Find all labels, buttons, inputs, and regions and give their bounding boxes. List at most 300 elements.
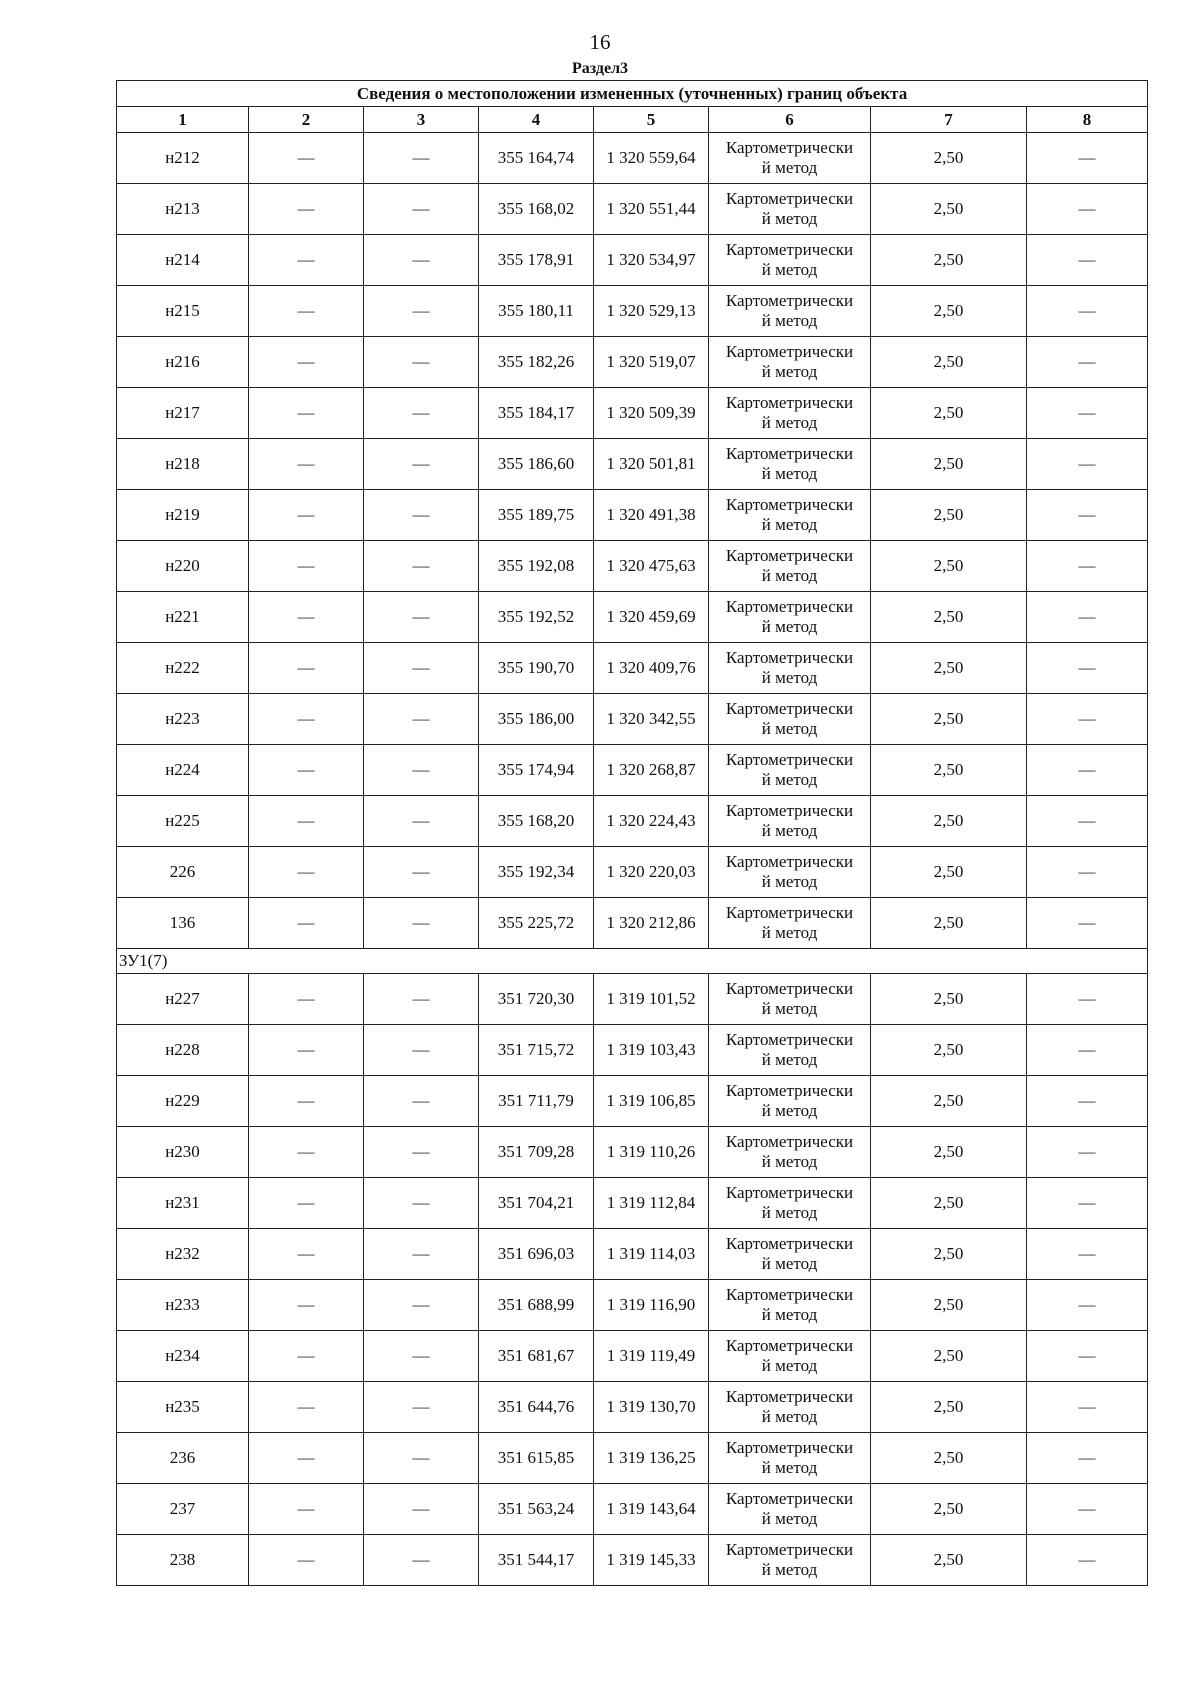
- method-text-line-2: й метод: [761, 413, 818, 432]
- y-coordinate-cell: 1 319 136,25: [594, 1433, 709, 1484]
- accuracy-cell: 2,50: [871, 592, 1027, 643]
- column-8-cell: —: [1027, 1382, 1148, 1433]
- x-coordinate-cell: 351 644,76: [479, 1382, 594, 1433]
- x-coordinate-cell: 351 720,30: [479, 974, 594, 1025]
- accuracy-cell: 2,50: [871, 1076, 1027, 1127]
- column-8-cell: —: [1027, 1535, 1148, 1586]
- column-3-cell: —: [364, 1433, 479, 1484]
- table-row: [117, 1535, 1148, 1586]
- x-coordinate-cell: 351 704,21: [479, 1178, 594, 1229]
- y-coordinate-cell: 1 319 116,90: [594, 1280, 709, 1331]
- method-cell: [709, 388, 871, 439]
- method-text-line-2: й метод: [761, 872, 818, 891]
- y-coordinate-cell: 1 319 114,03: [594, 1229, 709, 1280]
- x-coordinate-cell: 355 182,26: [479, 337, 594, 388]
- y-coordinate-cell: 1 320 212,86: [594, 898, 709, 949]
- method-text-line-1: Картометрически: [725, 546, 854, 565]
- column-3-cell: —: [364, 1331, 479, 1382]
- column-2-cell: —: [249, 1127, 364, 1178]
- method-text-line-2: й метод: [761, 311, 818, 330]
- column-3-cell: —: [364, 184, 479, 235]
- method-text-line-1: Картометрически: [725, 138, 854, 157]
- method-cell: [709, 1331, 871, 1382]
- column-8-cell: —: [1027, 388, 1148, 439]
- column-2-cell: —: [249, 541, 364, 592]
- y-coordinate-cell: 1 319 130,70: [594, 1382, 709, 1433]
- table-row: [117, 1280, 1148, 1331]
- y-coordinate-cell: 1 319 119,49: [594, 1331, 709, 1382]
- x-coordinate-cell: 355 184,17: [479, 388, 594, 439]
- y-coordinate-cell: 1 319 103,43: [594, 1025, 709, 1076]
- accuracy-cell: 2,50: [871, 388, 1027, 439]
- method-text-line-1: Картометрически: [725, 979, 854, 998]
- method-text-line-2: й метод: [761, 617, 818, 636]
- accuracy-cell: 2,50: [871, 1331, 1027, 1382]
- method-text-line-2: й метод: [761, 1305, 818, 1324]
- column-2-cell: —: [249, 898, 364, 949]
- table-row: [117, 286, 1148, 337]
- column-2-cell: —: [249, 184, 364, 235]
- accuracy-cell: 2,50: [871, 1025, 1027, 1076]
- x-coordinate-cell: 355 186,60: [479, 439, 594, 490]
- x-coordinate-cell: 351 688,99: [479, 1280, 594, 1331]
- y-coordinate-cell: 1 320 268,87: [594, 745, 709, 796]
- column-header-row: [117, 107, 1148, 133]
- method-cell: [709, 439, 871, 490]
- column-3-cell: —: [364, 388, 479, 439]
- method-text-line-1: Картометрически: [725, 495, 854, 514]
- column-3-cell: —: [364, 694, 479, 745]
- y-coordinate-cell: 1 320 534,97: [594, 235, 709, 286]
- column-3-cell: —: [364, 745, 479, 796]
- column-3-cell: —: [364, 898, 479, 949]
- accuracy-cell: 2,50: [871, 1229, 1027, 1280]
- y-coordinate-cell: 1 319 143,64: [594, 1484, 709, 1535]
- column-3-cell: —: [364, 1076, 479, 1127]
- method-cell: [709, 592, 871, 643]
- column-3-cell: —: [364, 1025, 479, 1076]
- table-row: [117, 745, 1148, 796]
- method-cell: [709, 1178, 871, 1229]
- column-8-cell: —: [1027, 745, 1148, 796]
- accuracy-cell: 2,50: [871, 796, 1027, 847]
- column-8-cell: —: [1027, 1178, 1148, 1229]
- y-coordinate-cell: 1 320 529,13: [594, 286, 709, 337]
- column-header: 1: [117, 107, 249, 133]
- method-text-line-1: Картометрически: [725, 342, 854, 361]
- point-number-cell: н235: [117, 1382, 249, 1433]
- y-coordinate-cell: 1 320 501,81: [594, 439, 709, 490]
- method-text-line-1: Картометрически: [725, 1183, 854, 1202]
- table-row: [117, 439, 1148, 490]
- accuracy-cell: 2,50: [871, 184, 1027, 235]
- column-8-cell: —: [1027, 796, 1148, 847]
- x-coordinate-cell: 351 681,67: [479, 1331, 594, 1382]
- method-text-line-2: й метод: [761, 1458, 818, 1477]
- method-cell: [709, 796, 871, 847]
- method-cell: [709, 337, 871, 388]
- method-text-line-2: й метод: [761, 1050, 818, 1069]
- method-text-line-2: й метод: [761, 1254, 818, 1273]
- y-coordinate-cell: 1 320 342,55: [594, 694, 709, 745]
- method-text-line-1: Картометрически: [725, 240, 854, 259]
- column-2-cell: —: [249, 1382, 364, 1433]
- accuracy-cell: 2,50: [871, 286, 1027, 337]
- column-8-cell: —: [1027, 1433, 1148, 1484]
- point-number-cell: н231: [117, 1178, 249, 1229]
- column-8-cell: —: [1027, 1229, 1148, 1280]
- y-coordinate-cell: 1 320 519,07: [594, 337, 709, 388]
- accuracy-cell: 2,50: [871, 847, 1027, 898]
- column-2-cell: —: [249, 235, 364, 286]
- column-8-cell: —: [1027, 133, 1148, 184]
- method-text-line-2: й метод: [761, 719, 818, 738]
- y-coordinate-cell: 1 320 559,64: [594, 133, 709, 184]
- table-caption: Сведения о местоположении измененных (уточненных) границ объекта: [117, 81, 1148, 107]
- table-row: [117, 1382, 1148, 1433]
- table-row: [117, 541, 1148, 592]
- table-row: [117, 1076, 1148, 1127]
- method-text-line-1: Картометрически: [725, 903, 854, 922]
- accuracy-cell: 2,50: [871, 490, 1027, 541]
- x-coordinate-cell: 351 696,03: [479, 1229, 594, 1280]
- column-3-cell: —: [364, 439, 479, 490]
- point-number-cell: н228: [117, 1025, 249, 1076]
- column-2-cell: —: [249, 133, 364, 184]
- column-8-cell: —: [1027, 592, 1148, 643]
- column-3-cell: —: [364, 490, 479, 541]
- method-text-line-2: й метод: [761, 821, 818, 840]
- point-number-cell: н217: [117, 388, 249, 439]
- column-3-cell: —: [364, 1127, 479, 1178]
- x-coordinate-cell: 351 563,24: [479, 1484, 594, 1535]
- column-8-cell: —: [1027, 184, 1148, 235]
- method-cell: [709, 1280, 871, 1331]
- accuracy-cell: 2,50: [871, 1178, 1027, 1229]
- column-8-cell: —: [1027, 337, 1148, 388]
- column-3-cell: —: [364, 541, 479, 592]
- column-2-cell: —: [249, 847, 364, 898]
- table-row: [117, 1178, 1148, 1229]
- method-cell: [709, 1076, 871, 1127]
- y-coordinate-cell: 1 319 101,52: [594, 974, 709, 1025]
- method-text-line-1: Картометрически: [725, 1336, 854, 1355]
- point-number-cell: н227: [117, 974, 249, 1025]
- x-coordinate-cell: 355 192,52: [479, 592, 594, 643]
- accuracy-cell: 2,50: [871, 974, 1027, 1025]
- column-2-cell: —: [249, 1280, 364, 1331]
- point-number-cell: н230: [117, 1127, 249, 1178]
- method-text-line-2: й метод: [761, 1152, 818, 1171]
- column-8-cell: —: [1027, 235, 1148, 286]
- accuracy-cell: 2,50: [871, 1433, 1027, 1484]
- x-coordinate-cell: 355 189,75: [479, 490, 594, 541]
- method-cell: [709, 286, 871, 337]
- y-coordinate-cell: 1 320 491,38: [594, 490, 709, 541]
- method-text-line-2: й метод: [761, 566, 818, 585]
- page-number: 16: [589, 30, 611, 54]
- method-cell: [709, 490, 871, 541]
- column-3-cell: —: [364, 796, 479, 847]
- method-text-line-1: Картометрически: [725, 1489, 854, 1508]
- method-text-line-2: й метод: [761, 362, 818, 381]
- table-row: [117, 847, 1148, 898]
- method-text-line-1: Картометрически: [725, 852, 854, 871]
- y-coordinate-cell: 1 319 145,33: [594, 1535, 709, 1586]
- table-row: [117, 184, 1148, 235]
- point-number-cell: н233: [117, 1280, 249, 1331]
- accuracy-cell: 2,50: [871, 898, 1027, 949]
- method-cell: [709, 235, 871, 286]
- method-text-line-1: Картометрически: [725, 1081, 854, 1100]
- x-coordinate-cell: 355 164,74: [479, 133, 594, 184]
- y-coordinate-cell: 1 320 220,03: [594, 847, 709, 898]
- column-header: 8: [1027, 107, 1148, 133]
- point-number-cell: н223: [117, 694, 249, 745]
- method-cell: [709, 133, 871, 184]
- x-coordinate-cell: 355 180,11: [479, 286, 594, 337]
- column-2-cell: —: [249, 1484, 364, 1535]
- column-3-cell: —: [364, 847, 479, 898]
- column-3-cell: —: [364, 592, 479, 643]
- method-cell: [709, 898, 871, 949]
- accuracy-cell: 2,50: [871, 1484, 1027, 1535]
- column-8-cell: —: [1027, 974, 1148, 1025]
- table-row: [117, 796, 1148, 847]
- column-2-cell: —: [249, 439, 364, 490]
- point-number-cell: 226: [117, 847, 249, 898]
- table-row: [117, 235, 1148, 286]
- point-number-cell: н234: [117, 1331, 249, 1382]
- method-text-line-2: й метод: [761, 1560, 818, 1579]
- column-2-cell: —: [249, 592, 364, 643]
- column-8-cell: —: [1027, 1280, 1148, 1331]
- method-text-line-1: Картометрически: [725, 1030, 854, 1049]
- column-2-cell: —: [249, 643, 364, 694]
- accuracy-cell: 2,50: [871, 133, 1027, 184]
- column-8-cell: —: [1027, 1484, 1148, 1535]
- accuracy-cell: 2,50: [871, 541, 1027, 592]
- table-caption-row: [117, 81, 1148, 107]
- y-coordinate-cell: 1 320 509,39: [594, 388, 709, 439]
- method-text-line-1: Картометрически: [725, 699, 854, 718]
- method-cell: [709, 1382, 871, 1433]
- column-header: 2: [249, 107, 364, 133]
- table-row: [117, 1229, 1148, 1280]
- accuracy-cell: 2,50: [871, 1535, 1027, 1586]
- method-cell: [709, 184, 871, 235]
- point-number-cell: н219: [117, 490, 249, 541]
- point-number-cell: н225: [117, 796, 249, 847]
- column-2-cell: —: [249, 1025, 364, 1076]
- x-coordinate-cell: 355 174,94: [479, 745, 594, 796]
- method-text-line-1: Картометрически: [725, 393, 854, 412]
- x-coordinate-cell: 355 186,00: [479, 694, 594, 745]
- column-3-cell: —: [364, 1484, 479, 1535]
- column-3-cell: —: [364, 1178, 479, 1229]
- column-3-cell: —: [364, 1382, 479, 1433]
- method-text-line-2: й метод: [761, 923, 818, 942]
- table-row: [117, 898, 1148, 949]
- table-row: [117, 1331, 1148, 1382]
- x-coordinate-cell: 355 168,02: [479, 184, 594, 235]
- column-3-cell: —: [364, 1229, 479, 1280]
- table-row: [117, 337, 1148, 388]
- accuracy-cell: 2,50: [871, 1127, 1027, 1178]
- x-coordinate-cell: 351 711,79: [479, 1076, 594, 1127]
- table-row: [117, 388, 1148, 439]
- column-8-cell: —: [1027, 643, 1148, 694]
- method-cell: [709, 1433, 871, 1484]
- y-coordinate-cell: 1 319 110,26: [594, 1127, 709, 1178]
- column-header: 5: [594, 107, 709, 133]
- table-row: [117, 1025, 1148, 1076]
- section-title: Раздел3: [571, 60, 629, 77]
- x-coordinate-cell: 351 615,85: [479, 1433, 594, 1484]
- method-cell: [709, 847, 871, 898]
- accuracy-cell: 2,50: [871, 439, 1027, 490]
- table-row: [117, 592, 1148, 643]
- column-2-cell: —: [249, 337, 364, 388]
- column-3-cell: —: [364, 1535, 479, 1586]
- column-header: 7: [871, 107, 1027, 133]
- x-coordinate-cell: 355 192,34: [479, 847, 594, 898]
- method-text-line-2: й метод: [761, 260, 818, 279]
- column-2-cell: —: [249, 490, 364, 541]
- column-8-cell: —: [1027, 439, 1148, 490]
- y-coordinate-cell: 1 320 224,43: [594, 796, 709, 847]
- accuracy-cell: 2,50: [871, 1382, 1027, 1433]
- column-8-cell: —: [1027, 1076, 1148, 1127]
- y-coordinate-cell: 1 320 409,76: [594, 643, 709, 694]
- x-coordinate-cell: 355 192,08: [479, 541, 594, 592]
- point-number-cell: н221: [117, 592, 249, 643]
- column-8-cell: —: [1027, 847, 1148, 898]
- column-header: 6: [709, 107, 871, 133]
- method-text-line-1: Картометрически: [725, 1387, 854, 1406]
- method-text-line-2: й метод: [761, 1509, 818, 1528]
- column-2-cell: —: [249, 694, 364, 745]
- method-cell: [709, 1535, 871, 1586]
- table-row: [117, 974, 1148, 1025]
- method-text-line-2: й метод: [761, 209, 818, 228]
- method-cell: [709, 1127, 871, 1178]
- method-text-line-2: й метод: [761, 158, 818, 177]
- method-text-line-1: Картометрически: [725, 189, 854, 208]
- method-cell: [709, 1025, 871, 1076]
- x-coordinate-cell: 355 168,20: [479, 796, 594, 847]
- column-3-cell: —: [364, 337, 479, 388]
- method-text-line-2: й метод: [761, 1356, 818, 1375]
- method-text-line-1: Картометрически: [725, 291, 854, 310]
- point-number-cell: 238: [117, 1535, 249, 1586]
- column-8-cell: —: [1027, 1331, 1148, 1382]
- y-coordinate-cell: 1 320 459,69: [594, 592, 709, 643]
- column-3-cell: —: [364, 286, 479, 337]
- point-number-cell: н214: [117, 235, 249, 286]
- column-header: 4: [479, 107, 594, 133]
- method-text-line-1: Картометрически: [725, 1438, 854, 1457]
- method-cell: [709, 974, 871, 1025]
- point-number-cell: н218: [117, 439, 249, 490]
- point-number-cell: н212: [117, 133, 249, 184]
- method-text-line-1: Картометрически: [725, 597, 854, 616]
- column-2-cell: —: [249, 1433, 364, 1484]
- method-cell: [709, 745, 871, 796]
- column-2-cell: —: [249, 796, 364, 847]
- method-text-line-1: Картометрически: [725, 801, 854, 820]
- x-coordinate-cell: 351 715,72: [479, 1025, 594, 1076]
- method-text-line-1: Картометрически: [725, 750, 854, 769]
- point-number-cell: н213: [117, 184, 249, 235]
- accuracy-cell: 2,50: [871, 235, 1027, 286]
- column-2-cell: —: [249, 1076, 364, 1127]
- method-text-line-1: Картометрически: [725, 1234, 854, 1253]
- column-3-cell: —: [364, 133, 479, 184]
- method-cell: [709, 643, 871, 694]
- y-coordinate-cell: 1 319 112,84: [594, 1178, 709, 1229]
- x-coordinate-cell: 351 709,28: [479, 1127, 594, 1178]
- group-label: ЗУ1(7): [117, 949, 1148, 974]
- point-number-cell: н229: [117, 1076, 249, 1127]
- y-coordinate-cell: 1 320 551,44: [594, 184, 709, 235]
- table-row: [117, 1484, 1148, 1535]
- method-text-line-2: й метод: [761, 1407, 818, 1426]
- point-number-cell: н220: [117, 541, 249, 592]
- column-2-cell: —: [249, 745, 364, 796]
- column-2-cell: —: [249, 1535, 364, 1586]
- point-number-cell: н232: [117, 1229, 249, 1280]
- method-text-line-1: Картометрически: [725, 1285, 854, 1304]
- x-coordinate-cell: 355 178,91: [479, 235, 594, 286]
- y-coordinate-cell: 1 320 475,63: [594, 541, 709, 592]
- column-2-cell: —: [249, 1229, 364, 1280]
- point-number-cell: 237: [117, 1484, 249, 1535]
- accuracy-cell: 2,50: [871, 643, 1027, 694]
- column-2-cell: —: [249, 286, 364, 337]
- column-8-cell: —: [1027, 541, 1148, 592]
- point-number-cell: 136: [117, 898, 249, 949]
- column-2-cell: —: [249, 1178, 364, 1229]
- method-cell: [709, 541, 871, 592]
- column-8-cell: —: [1027, 1127, 1148, 1178]
- column-2-cell: —: [249, 1331, 364, 1382]
- table-row: [117, 490, 1148, 541]
- x-coordinate-cell: 355 225,72: [479, 898, 594, 949]
- table-row: [117, 643, 1148, 694]
- table-body: [117, 133, 1148, 1586]
- boundary-coordinates-table: [116, 80, 1148, 1586]
- method-text-line-1: Картометрически: [725, 648, 854, 667]
- method-text-line-1: Картометрически: [725, 444, 854, 463]
- x-coordinate-cell: 355 190,70: [479, 643, 594, 694]
- method-text-line-2: й метод: [761, 1101, 818, 1120]
- group-label-row: [117, 949, 1148, 974]
- accuracy-cell: 2,50: [871, 694, 1027, 745]
- column-8-cell: —: [1027, 1025, 1148, 1076]
- method-cell: [709, 1484, 871, 1535]
- method-text-line-2: й метод: [761, 1203, 818, 1222]
- column-3-cell: —: [364, 235, 479, 286]
- column-8-cell: —: [1027, 898, 1148, 949]
- method-cell: [709, 1229, 871, 1280]
- method-text-line-2: й метод: [761, 770, 818, 789]
- column-2-cell: —: [249, 388, 364, 439]
- method-text-line-2: й метод: [761, 515, 818, 534]
- method-text-line-2: й метод: [761, 464, 818, 483]
- method-text-line-2: й метод: [761, 668, 818, 687]
- y-coordinate-cell: 1 319 106,85: [594, 1076, 709, 1127]
